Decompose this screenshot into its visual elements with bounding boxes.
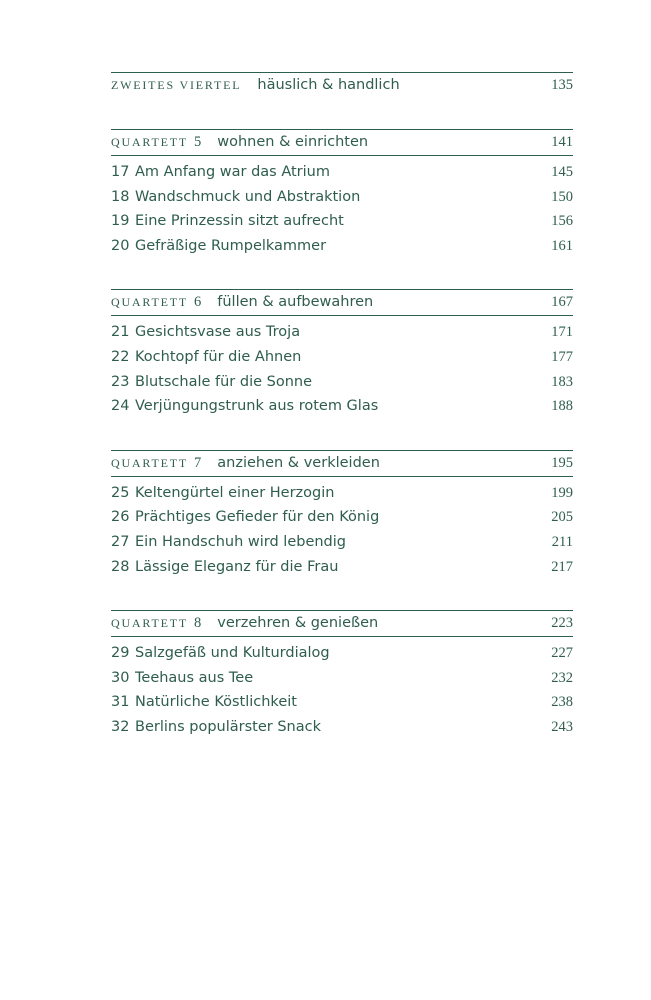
chapter-title: Kochtopf für die Ahnen — [135, 348, 302, 365]
chapter-number: 23 — [111, 373, 130, 390]
chapter-number: 26 — [111, 509, 130, 526]
quartet-title: wohnen & einrichten — [217, 134, 369, 150]
chapter-title: Blutschale für die Sonne — [135, 373, 313, 390]
chapter-entry — [111, 345, 573, 370]
quartet-title: füllen & aufbewahren — [217, 294, 374, 311]
chapter-number: 32 — [111, 718, 130, 735]
chapter-list — [111, 316, 573, 418]
section-heading — [111, 72, 573, 98]
quartet-number: 6 — [194, 294, 202, 311]
chapter-page: 183 — [551, 373, 573, 390]
chapter-page: 211 — [551, 533, 573, 550]
quartet-label: QUARTETT — [111, 135, 189, 149]
chapter-page: 243 — [551, 718, 573, 735]
chapter-number: 25 — [111, 484, 130, 501]
quartet-group — [111, 129, 573, 258]
chapter-title: Teehaus aus Tee — [135, 669, 254, 686]
chapter-title: Am Anfang war das Atrium — [135, 164, 330, 180]
chapter-page: 177 — [551, 348, 573, 365]
chapter-page: 227 — [551, 645, 573, 662]
chapter-number: 17 — [111, 164, 130, 180]
quartet-heading — [111, 129, 573, 156]
chapter-page: 171 — [551, 324, 573, 341]
quartet-heading — [111, 610, 573, 637]
chapter-title: Verjüngungstrunk aus rotem Glas — [135, 398, 379, 415]
chapter-number: 27 — [111, 533, 130, 550]
chapter-title: Ein Handschuh wird lebendig — [135, 533, 346, 550]
chapter-list — [111, 637, 573, 739]
chapter-entry — [111, 160, 573, 185]
chapter-page: 199 — [551, 484, 573, 501]
chapter-title: Berlins populärster Snack — [135, 718, 321, 735]
chapter-entry — [111, 690, 573, 715]
quartet-number: 7 — [194, 454, 202, 471]
chapter-title: Eine Prinzessin sitzt aufrecht — [135, 213, 344, 230]
chapter-number: 28 — [111, 558, 130, 575]
quartet-heading — [111, 289, 573, 316]
chapter-entry — [111, 505, 573, 530]
quartet-heading — [111, 450, 573, 477]
chapter-number: 19 — [111, 213, 130, 230]
chapter-list — [111, 477, 573, 579]
chapter-title: Gesichtsvase aus Troja — [135, 324, 301, 341]
chapter-entry — [111, 555, 573, 580]
chapter-number: 29 — [111, 645, 130, 662]
chapter-page: 145 — [551, 164, 573, 180]
quartet-number: 8 — [194, 615, 202, 632]
chapter-number: 24 — [111, 398, 130, 415]
chapter-number: 30 — [111, 669, 130, 686]
quartet-label: QUARTETT — [111, 616, 189, 631]
chapter-entry — [111, 641, 573, 666]
quartet-page: 223 — [551, 615, 573, 632]
section-page: 135 — [551, 77, 573, 93]
section-label: ZWEITES VIERTEL — [111, 78, 242, 92]
chapter-page: 232 — [551, 669, 573, 686]
chapter-entry — [111, 209, 573, 234]
chapter-title: Prächtiges Gefieder für den König — [135, 509, 380, 526]
table-of-contents — [111, 72, 573, 740]
chapter-title: Lässige Eleganz für die Frau — [135, 558, 339, 575]
quartet-title: anziehen & verkleiden — [217, 454, 380, 471]
quartet-page: 167 — [551, 294, 573, 311]
quartet-group — [111, 450, 573, 579]
chapter-entry — [111, 394, 573, 419]
chapter-page: 150 — [551, 188, 573, 205]
chapter-page: 205 — [551, 509, 573, 526]
quartet-page: 141 — [551, 134, 573, 150]
chapter-page: 161 — [551, 237, 573, 254]
chapter-number: 20 — [111, 237, 130, 254]
chapter-title: Gefräßige Rumpelkammer — [135, 237, 327, 254]
quartet-page: 195 — [551, 454, 573, 471]
quartet-title: verzehren & genießen — [217, 615, 379, 632]
chapter-title: Salzgefäß und Kulturdialog — [135, 645, 330, 662]
chapter-number: 31 — [111, 694, 130, 711]
chapter-list — [111, 156, 573, 258]
chapter-entry — [111, 234, 573, 259]
chapter-number: 18 — [111, 188, 130, 205]
chapter-number: 21 — [111, 324, 130, 341]
quartet-label: QUARTETT — [111, 295, 189, 310]
quartet-number: 5 — [194, 134, 202, 150]
chapter-entry — [111, 370, 573, 395]
quartet-label: QUARTETT — [111, 455, 189, 470]
chapter-page: 238 — [551, 694, 573, 711]
chapter-title: Wandschmuck und Abstraktion — [135, 188, 361, 205]
chapter-page: 188 — [551, 398, 573, 415]
quartet-group — [111, 289, 573, 418]
chapter-title: Keltengürtel einer Herzogin — [135, 484, 335, 501]
chapter-entry — [111, 320, 573, 345]
quartet-group — [111, 610, 573, 739]
chapter-entry — [111, 530, 573, 555]
chapter-entry — [111, 666, 573, 691]
chapter-page: 217 — [551, 558, 573, 575]
chapter-title: Natürliche Köstlichkeit — [135, 694, 297, 711]
section-title: häuslich & handlich — [257, 77, 400, 93]
chapter-entry — [111, 185, 573, 210]
chapter-entry — [111, 715, 573, 740]
quartet-list — [111, 129, 573, 740]
chapter-page: 156 — [551, 213, 573, 230]
chapter-number: 22 — [111, 348, 130, 365]
chapter-entry — [111, 481, 573, 506]
